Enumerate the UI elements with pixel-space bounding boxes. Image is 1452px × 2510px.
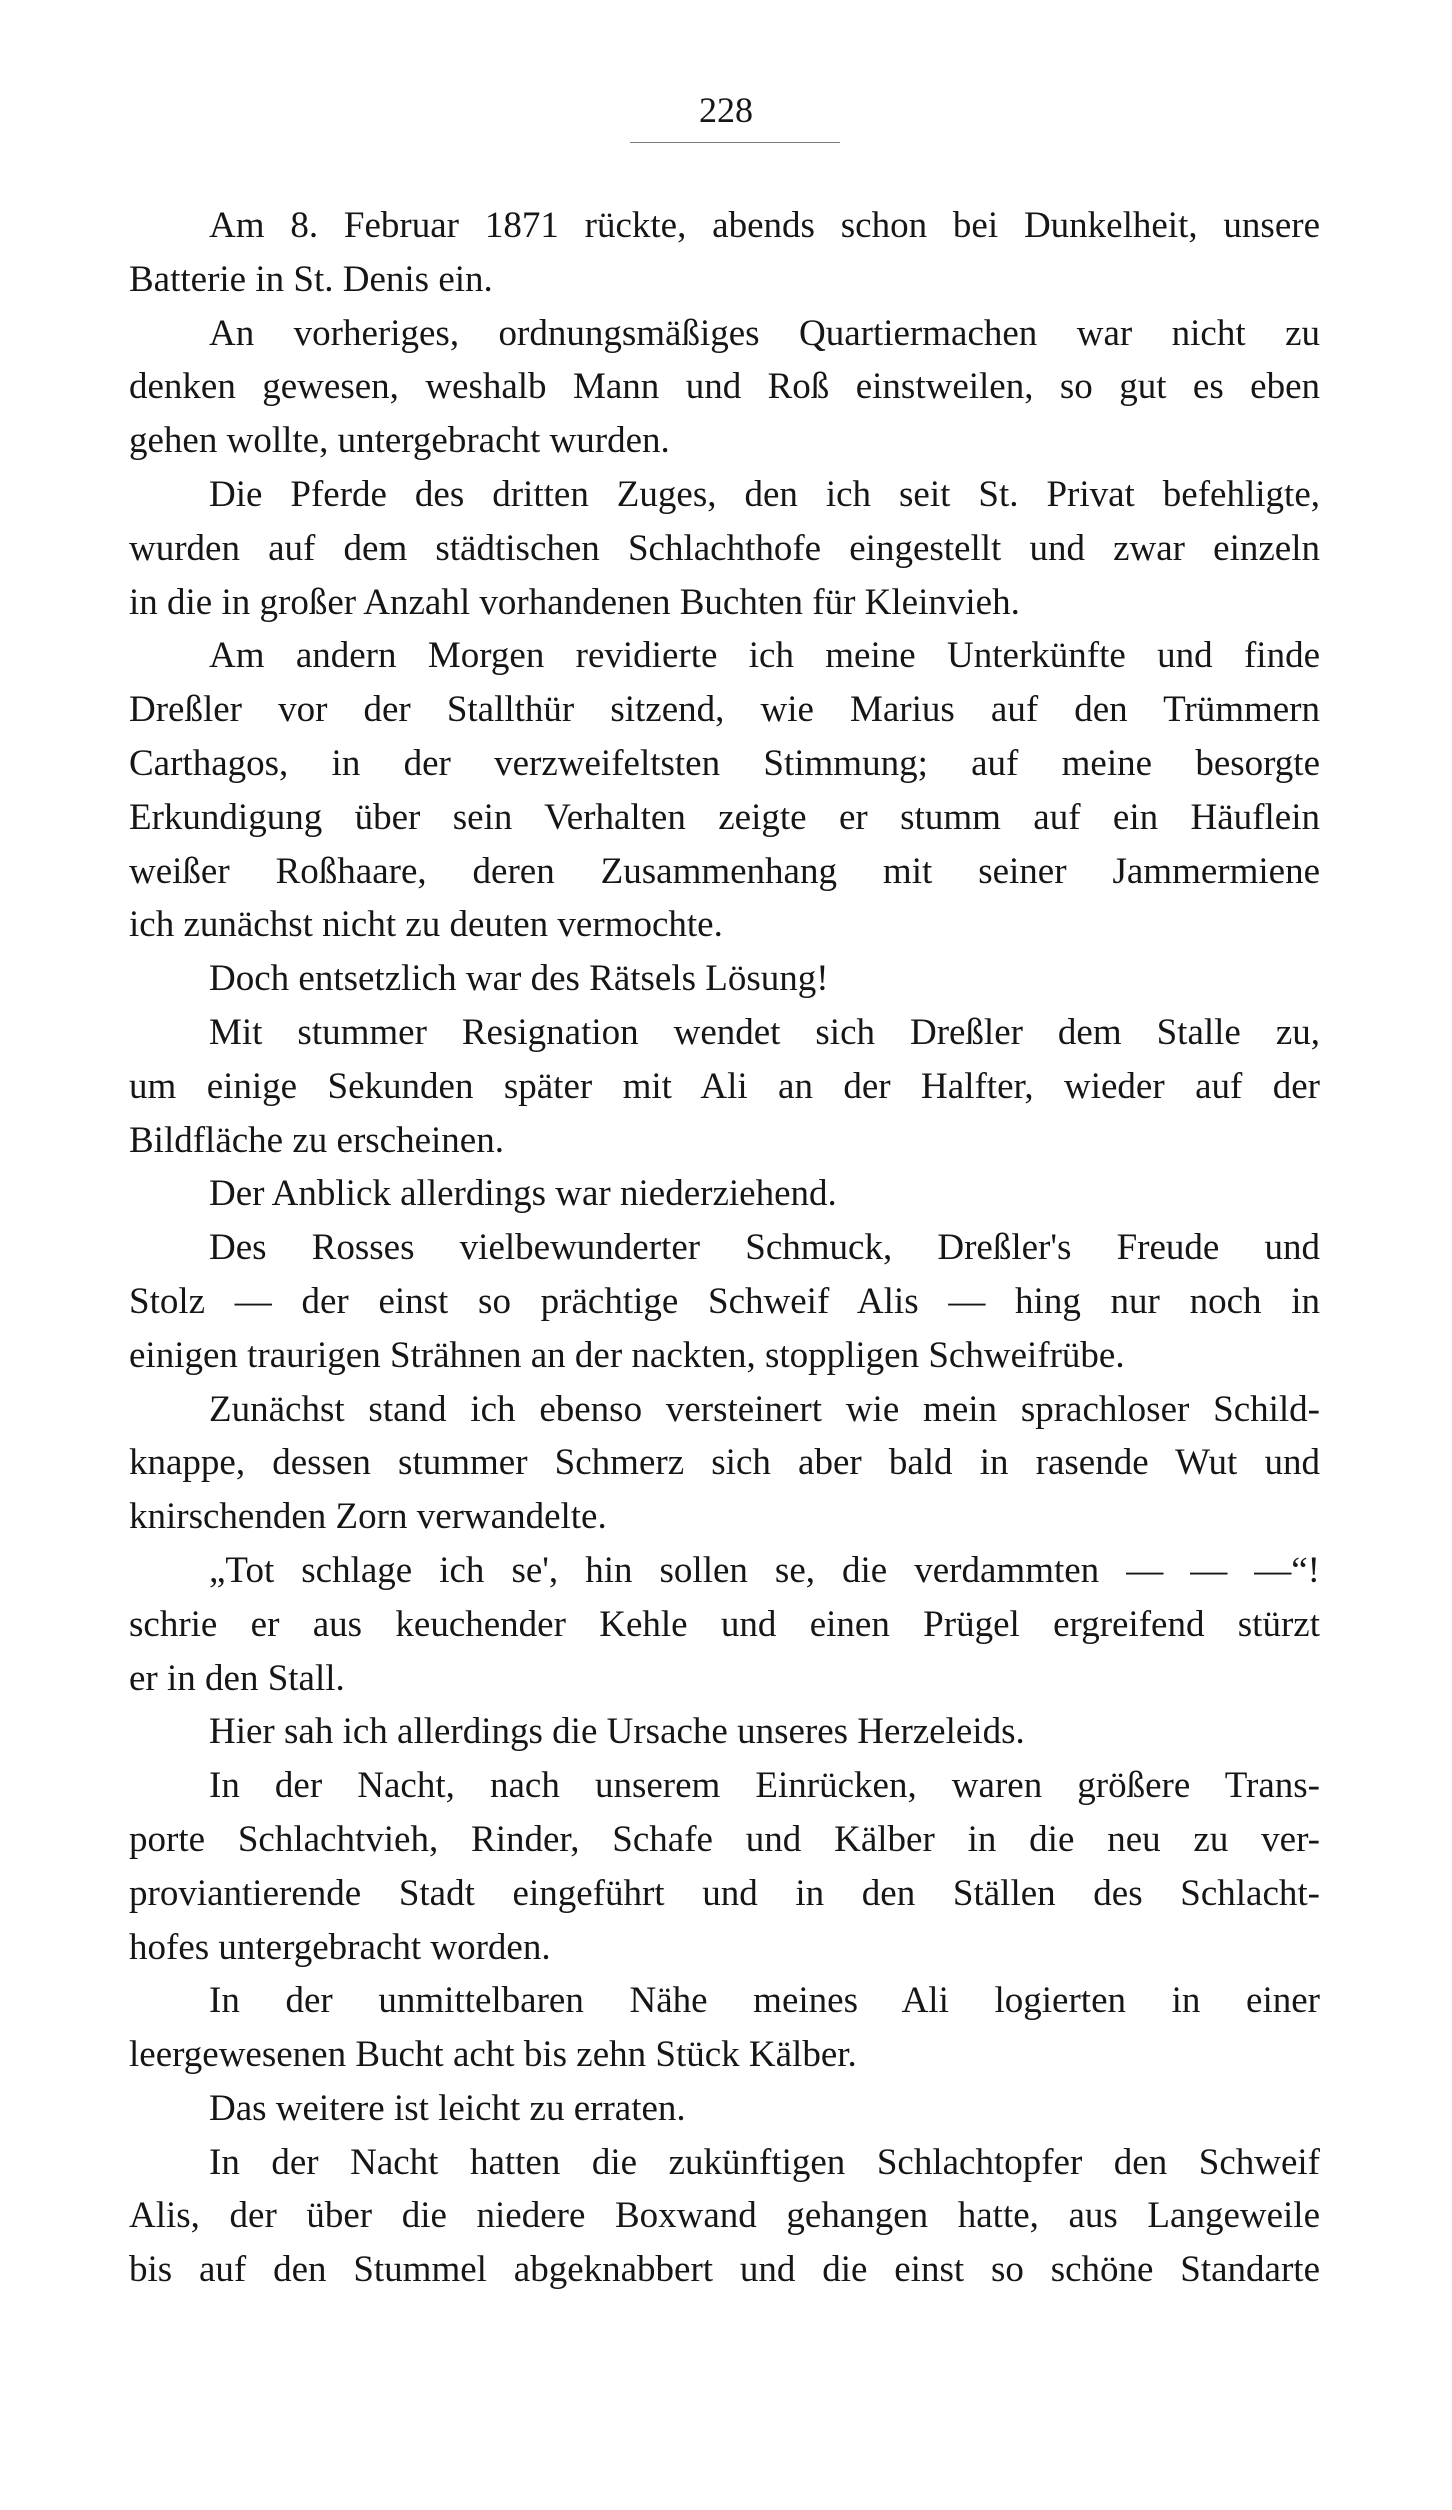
text-line: bis auf den Stummel abgeknabbert und die einst so schöne Standarte — [129, 2249, 1320, 2291]
paragraph — [129, 1383, 1320, 1544]
text-line: Des Rosses vielbewunderter Schmuck, Dreßler's Freude und — [209, 1227, 1320, 1269]
paragraph — [129, 1221, 1320, 1382]
paragraph — [129, 1544, 1320, 1705]
text-line: In der Nacht, nach unserem Einrücken, waren größere Trans- — [209, 1765, 1320, 1807]
paragraph — [129, 468, 1320, 629]
text-line: leergewesenen Bucht acht bis zehn Stück Kälber. — [129, 2034, 857, 2076]
text-line: er in den Stall. — [129, 1657, 345, 1699]
text-line: Zunächst stand ich ebenso versteinert wie mein sprachloser Schild- — [209, 1388, 1320, 1430]
paragraph — [129, 629, 1320, 952]
text-line: gehen wollte, untergebracht wurden. — [129, 420, 670, 462]
text-line: Das weitere ist leicht zu erraten. — [209, 2087, 686, 2129]
text-line: hofes untergebracht worden. — [129, 1926, 551, 1968]
text-line: wurden auf dem städtischen Schlachthofe eingestellt und zwar einzeln — [129, 527, 1320, 569]
text-line: Stolz — der einst so prächtige Schweif Alis — hing nur noch in — [129, 1280, 1320, 1322]
text-line: schrie er aus keuchender Kehle und einen Prügel ergreifend stürzt — [129, 1603, 1320, 1645]
header-rule — [630, 142, 840, 143]
text-line: Der Anblick allerdings war niederziehend. — [209, 1173, 837, 1215]
text-line: An vorheriges, ordnungsmäßiges Quartiermachen war nicht zu — [209, 312, 1320, 354]
text-line: Am andern Morgen revidierte ich meine Unterkünfte und finde — [209, 635, 1320, 677]
text-line: Bildfläche zu erscheinen. — [129, 1119, 504, 1161]
text-line: Batterie in St. Denis ein. — [129, 258, 493, 300]
paragraph — [129, 2082, 1320, 2136]
text-line: Am 8. Februar 1871 rückte, abends schon bei Dunkelheit, unsere — [209, 205, 1320, 246]
text-line: Die Pferde des dritten Zuges, den ich seit St. Privat befehligte, — [209, 473, 1320, 515]
paragraph — [129, 952, 1320, 1006]
text-line: Mit stummer Resignation wendet sich Dreßler dem Stalle zu, — [209, 1011, 1320, 1053]
text-line: In der unmittelbaren Nähe meines Ali logierten in einer — [209, 1980, 1320, 2022]
text-line: „Tot schlage ich se', hin sollen se, die verdammten — — —“! — [209, 1549, 1320, 1591]
text-line: einigen traurigen Strähnen an der nackten, stoppligen Schweifrübe. — [129, 1334, 1125, 1376]
text-line: Carthagos, in der verzweifeltsten Stimmung; auf meine besorgte — [129, 742, 1320, 784]
paragraph — [129, 199, 1320, 307]
text-line: ich zunächst nicht zu deuten vermochte. — [129, 904, 723, 946]
text-line: In der Nacht hatten die zukünftigen Schlachtopfer den Schweif — [209, 2141, 1320, 2183]
body-text — [129, 199, 1320, 2297]
text-line: proviantierende Stadt eingeführt und in den Ställen des Schlacht- — [129, 1872, 1320, 1914]
text-line: um einige Sekunden später mit Ali an der Halfter, wieder auf der — [129, 1065, 1320, 1107]
paragraph — [129, 1974, 1320, 2082]
text-line: Dreßler vor der Stallthür sitzend, wie Marius auf den Trümmern — [129, 689, 1320, 731]
text-line: knappe, dessen stummer Schmerz sich aber bald in rasende Wut und — [129, 1442, 1320, 1484]
text-line: Alis, der über die niedere Boxwand gehangen hatte, aus Langeweile — [129, 2195, 1320, 2237]
paragraph — [129, 307, 1320, 468]
text-line: Erkundigung über sein Verhalten zeigte er stumm auf ein Häuflein — [129, 796, 1320, 838]
text-line: weißer Roßhaare, deren Zusammenhang mit seiner Jammermiene — [129, 850, 1320, 892]
paragraph — [129, 1759, 1320, 1974]
text-line: porte Schlachtvieh, Rinder, Schafe und Kälber in die neu zu ver- — [129, 1818, 1320, 1860]
text-line: in die in großer Anzahl vorhandenen Buchten für Kleinvieh. — [129, 581, 1020, 623]
paragraph — [129, 2136, 1320, 2297]
text-line: knirschenden Zorn verwandelte. — [129, 1496, 607, 1538]
paragraph — [129, 1006, 1320, 1167]
text-line: denken gewesen, weshalb Mann und Roß einstweilen, so gut es eben — [129, 366, 1320, 408]
paragraph — [129, 1705, 1320, 1759]
page-number: 228 — [699, 90, 753, 130]
text-line: Hier sah ich allerdings die Ursache unseres Herzeleids. — [209, 1711, 1025, 1753]
paragraph — [129, 1167, 1320, 1221]
text-line: Doch entsetzlich war des Rätsels Lösung! — [209, 958, 829, 1000]
